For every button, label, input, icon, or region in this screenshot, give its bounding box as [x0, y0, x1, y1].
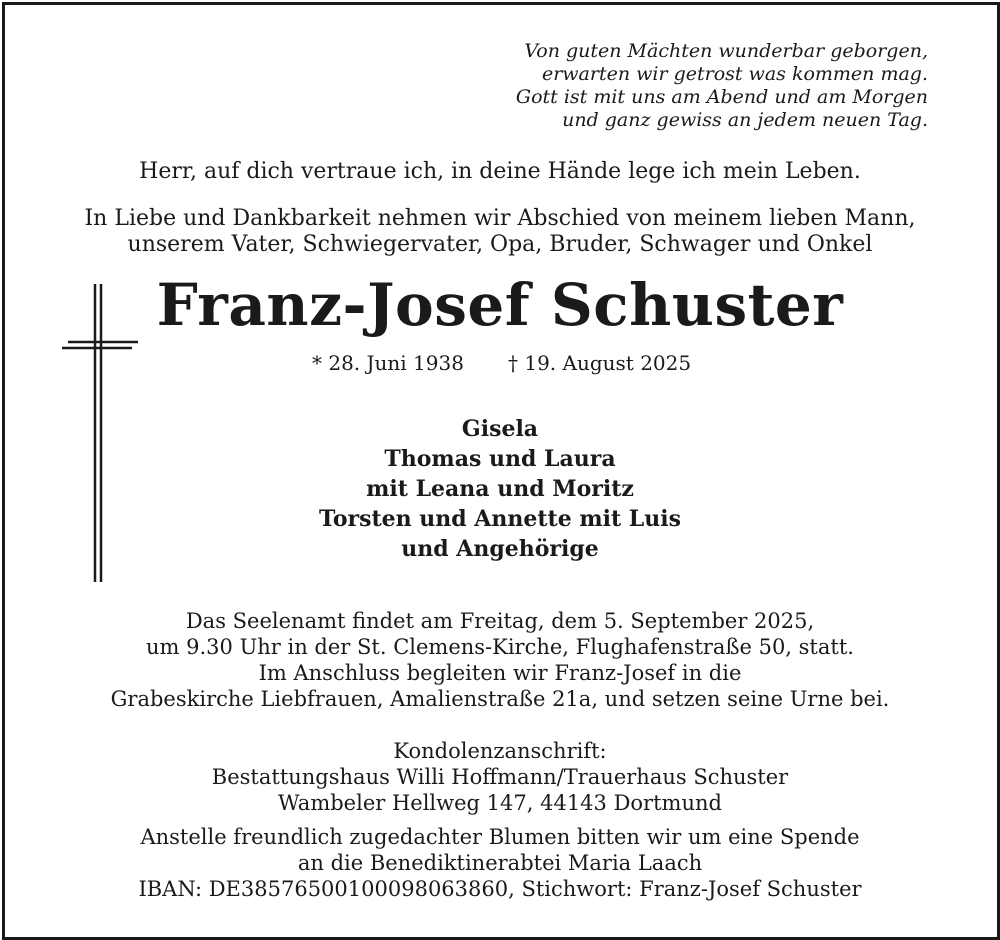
- intro-text: [0, 206, 1000, 258]
- contact-line: Kondolenzanschrift:: [393, 739, 607, 763]
- intro-line: In Liebe und Dankbarkeit nehmen wir Abschied von meinem lieben Mann,: [84, 206, 916, 231]
- family-member: Torsten und Annette mit Luis: [318, 506, 682, 532]
- service-line: um 9.30 Uhr in der St. Clemens-Kirche, Flughafenstraße 50, statt.: [146, 635, 854, 659]
- family-member: Gisela: [461, 416, 539, 442]
- contact-line: Bestattungshaus Willi Hoffmann/Trauerhaus Schuster: [211, 765, 789, 789]
- family-member: und Angehörige: [401, 536, 599, 562]
- deceased-name: Franz-Josef Schuster: [156, 271, 844, 339]
- intro-line: unserem Vater, Schwiegervater, Opa, Bruder, Schwager und Onkel: [127, 232, 873, 257]
- death-date: † 19. August 2025: [508, 351, 692, 375]
- family-member: Thomas und Laura: [384, 446, 616, 472]
- poem-line: Von guten Mächten wunderbar geborgen,: [524, 40, 928, 62]
- donation-line: IBAN: DE38576500100098063860, Stichwort: Franz-Josef Schuster: [138, 877, 862, 901]
- donation-line: Anstelle freundlich zugedachter Blumen bitten wir um eine Spende: [140, 825, 860, 849]
- service-info: [0, 608, 1000, 712]
- poem-line: Gott ist mit uns am Abend und am Morgen: [515, 86, 928, 108]
- poem: [516, 40, 928, 132]
- condolence-address: [0, 738, 1000, 816]
- poem-line: erwarten wir getrost was kommen mag.: [541, 63, 928, 85]
- donation-line: an die Benediktinerabtei Maria Laach: [297, 851, 703, 875]
- service-line: Das Seelenamt findet am Freitag, dem 5. September 2025,: [185, 609, 815, 633]
- family-list: [0, 414, 1000, 564]
- service-line: Grabeskirche Liebfrauen, Amalienstraße 21a, und setzen seine Urne bei.: [110, 687, 890, 711]
- motto: Herr, auf dich vertraue ich, in deine Hände lege ich mein Leben.: [139, 159, 861, 184]
- poem-line: und ganz gewiss an jedem neuen Tag.: [562, 109, 928, 131]
- birth-date: * 28. Juni 1938: [312, 351, 464, 375]
- family-member: mit Leana und Moritz: [366, 476, 634, 502]
- service-line: Im Anschluss begleiten wir Franz-Josef in die: [258, 661, 742, 685]
- contact-line: Wambeler Hellweg 147, 44143 Dortmund: [278, 791, 722, 815]
- donation-info: [0, 824, 1000, 902]
